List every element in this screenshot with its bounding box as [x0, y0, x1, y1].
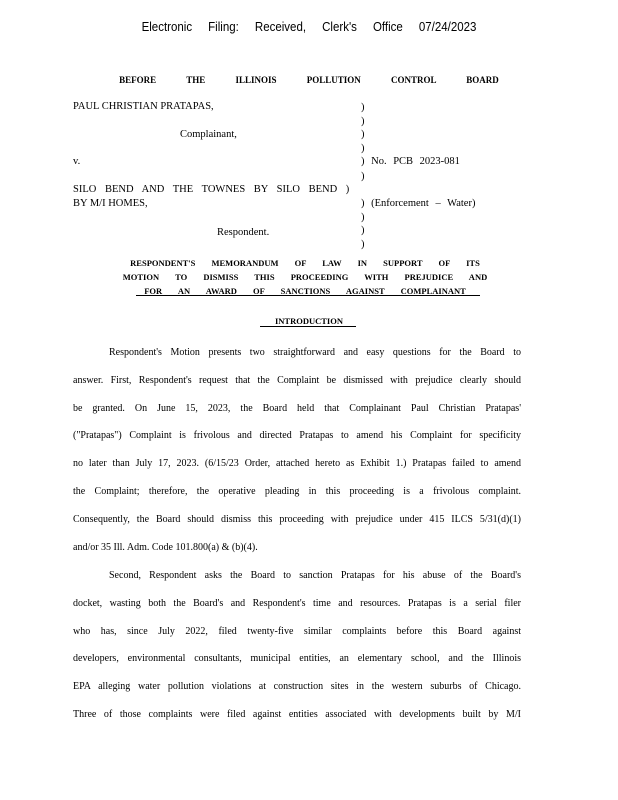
paragraph-1: [73, 339, 521, 561]
caption-paren: ): [361, 225, 365, 237]
caption-paren: ): [361, 129, 365, 141]
section-title-underline: [260, 326, 356, 327]
caption-paren: ): [361, 170, 365, 182]
paragraph-line: be granted. On June 15, 2023, the Board held that Complainant Paul Christian Pratapas': [73, 402, 521, 414]
caption-paren: ): [361, 143, 365, 155]
paragraph-line: Consequently, the Board should dismiss this proceeding with prejudice under 415 ILCS 5/31(d)(1): [73, 513, 521, 525]
paragraph-line: answer. First, Respondent's request that the Complaint be dismissed with prejudice clearly should: [73, 374, 521, 386]
paragraph-line: EPA alleging water pollution violations at construction sites in the western suburbs of Chicago.: [73, 681, 521, 693]
paragraph-line: who has, since July 2022, filed twenty-five similar complaints before this Board against: [73, 625, 521, 637]
complainant-name: PAUL CHRISTIAN PRATAPAS,: [73, 101, 214, 112]
paragraph-line: ("Pratapas") Complaint is frivolous and directed Pratapas to amend his Complaint for specificity: [73, 430, 521, 442]
paragraph-line: Three of those complaints were filed against entities associated with developments built by M/I: [73, 708, 521, 720]
paragraph-line: no later than July 17, 2023. (6/15/23 Order, attached hereto as Exhibit 1.) Pratapas failed to amend: [73, 458, 521, 470]
versus: v.: [73, 156, 81, 167]
paragraph-line: and/or 35 Ill. Adm. Code 101.800(a) & (b)(4).: [73, 541, 258, 553]
paragraph-line: Second, Respondent asks the Board to sanction Pratapas for his abuse of the Board's: [109, 570, 521, 581]
paragraph-line: docket, wasting both the Board's and Respondent's time and resources. Pratapas is a serial filer: [73, 597, 521, 609]
caption-paren: ): [361, 115, 365, 127]
respondent-name-line1: SILO BEND AND THE TOWNES BY SILO BEND ): [73, 184, 350, 195]
paragraph-line: Respondent's Motion presents two straightforward and easy questions for the Board to: [109, 347, 521, 358]
caption-parentheses: [361, 101, 365, 252]
case-number: ) No. PCB 2023-081: [361, 156, 460, 167]
memo-title-line: FOR AN AWARD OF SANCTIONS AGAINST COMPLAINANT: [144, 286, 466, 296]
paragraph-2: [73, 562, 521, 729]
memo-title-line: RESPONDENT'S MEMORANDUM OF LAW IN SUPPORT OF ITS: [130, 258, 480, 268]
respondent-label: Respondent.: [217, 227, 270, 238]
memo-title-underline: [136, 295, 480, 296]
caption-paren: ): [361, 102, 365, 113]
filing-stamp: Electronic Filing: Received, Clerk's Office 07/24/2023: [141, 20, 477, 34]
respondent-name-line2: BY M/I HOMES,: [73, 198, 148, 209]
case-type: ) (Enforcement – Water): [361, 198, 476, 209]
court-heading: BEFORE THE ILLINOIS POLLUTION CONTROL BOARD: [119, 75, 499, 85]
section-title: INTRODUCTION: [274, 316, 343, 326]
memo-title: [95, 256, 515, 298]
paragraph-line: the Complaint; therefore, the operative pleading in this proceeding is a frivolous complaint.: [73, 485, 521, 497]
caption-paren: ): [361, 211, 365, 223]
memo-title-line: MOTION TO DISMISS THIS PROCEEDING WITH PREJUDICE AND: [122, 272, 488, 282]
caption-paren: ): [361, 239, 365, 250]
complainant-label: Complainant,: [180, 129, 237, 140]
paragraph-line: developers, environmental consultants, municipal entities, an elementary school, and the Illinois: [73, 653, 521, 665]
